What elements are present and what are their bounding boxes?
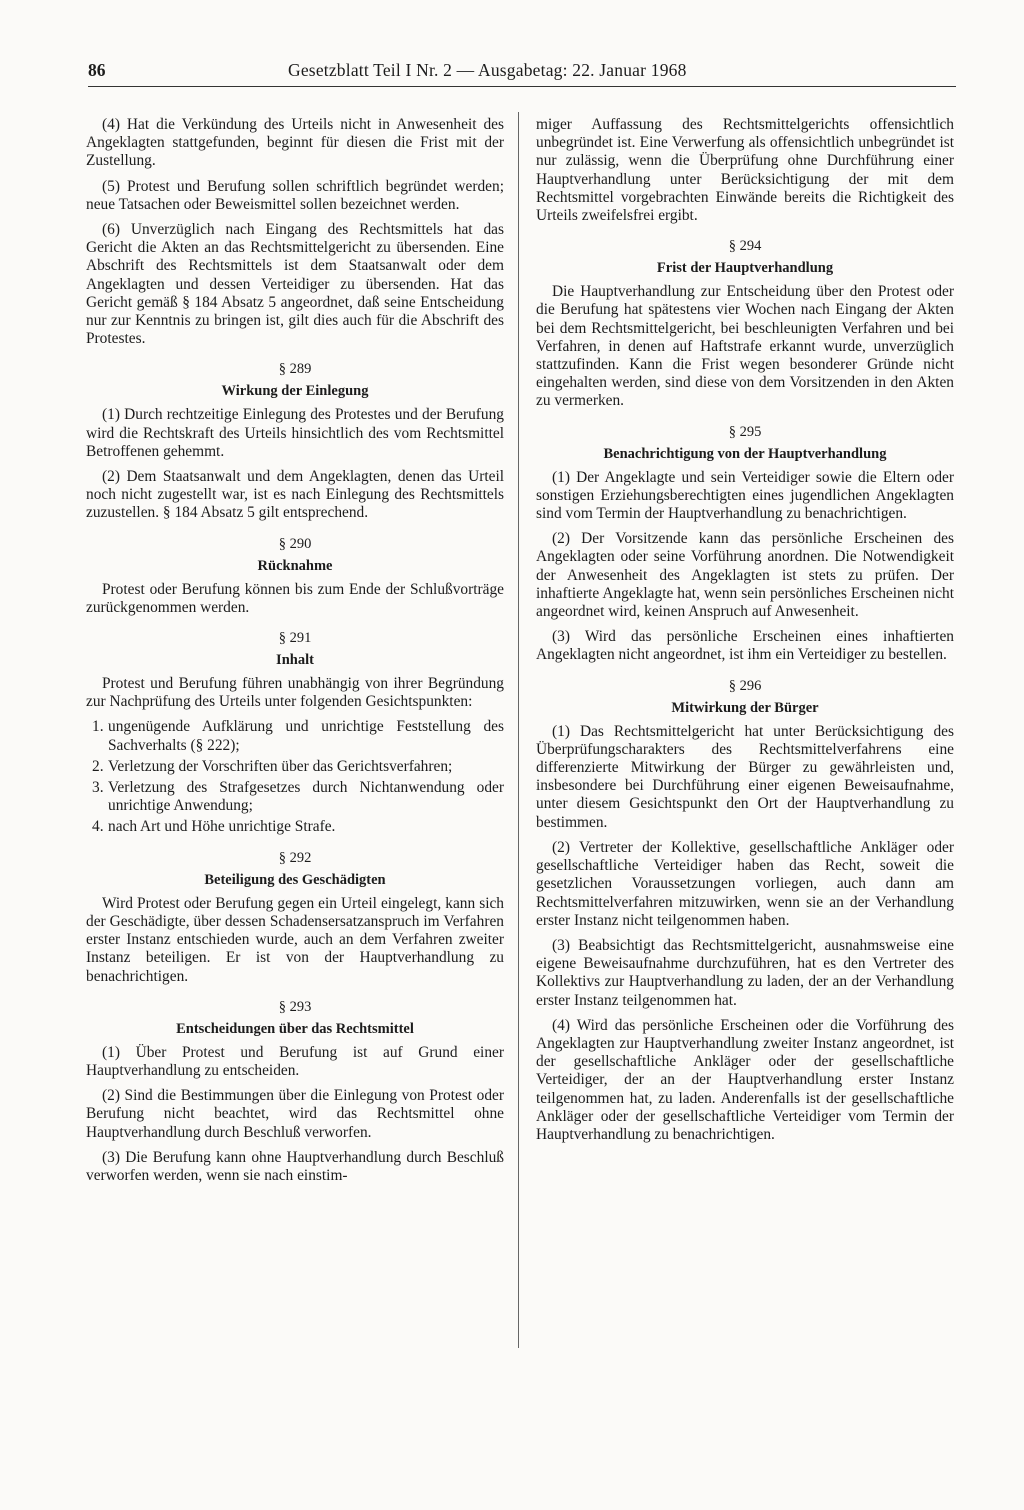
paragraph-296-2: (2) Vertreter der Kollektive, gesellschaftliche Ankläger oder gesellschaftliche Verteidiger haben das Recht, soweit die gesetzlichen Voraussetzungen vorliegen, auch dann am Rechtsmittelverfahren mitzuwirken, wenn sie an der Verhandlung erster Instanz nicht teilgenommen haben.	[536, 838, 954, 929]
section-number-293: § 293	[278, 998, 312, 1015]
section-number-292: § 292	[278, 849, 312, 866]
section-number-295: § 295	[728, 423, 762, 440]
paragraph-295-3: (3) Wird das persönliche Erscheinen eines inhaftierten Angeklagten nicht angeordnet, ist ihm ein Verteidiger zu bestellen.	[536, 628, 954, 664]
paragraph-294-1: Die Hauptverhandlung zur Entscheidung über den Protest oder die Berufung hat spätestens vier Wochen nach Eingang der Akten bei dem Rechtsmittelgericht, bei beschleunigten Verfahren und bei Verfahren, in denen auf Haftstrafe erkannt wurde, unverzüglich stattzufinden. Kann die Frist wegen besonderer Gründe nicht eingehalten werden, sind diese von dem Vorsitzenden in den Akten zu vermerken.	[536, 283, 954, 410]
paragraph-291-1: Protest und Berufung führen unabhängig von ihrer Begründung zur Nachprüfung des Urteils unter folgenden Gesichtspunkten:	[86, 675, 504, 711]
paragraph-296-3: (3) Beabsichtigt das Rechtsmittelgericht, ausnahmsweise eine eigene Beweisaufnahme durchzuführen, hat es den Vertreter des Kollektivs zur Hauptverhandlung zu laden, der an der Verhandlung erster Instanz teilgenommen hat.	[536, 936, 954, 1009]
paragraph-296-1: (1) Das Rechtsmittelgericht hat unter Berücksichtigung des Überprüfungscharakters des Rechtsmittelverfahrens eine differenzierte Mitwirkung der Bürger zu gewährleisten und, insbesondere bei Durchführung einer eigenen Beweisaufnahme, unter diesem Gesichtspunkt den Ort der Hauptverhandlung zu bestimmen.	[536, 722, 954, 831]
section-number-294: § 294	[728, 238, 762, 255]
list-item-number: 4.	[92, 818, 104, 836]
list-item-text: ungenügende Aufklärung und unrichtige Feststellung des Sachverhalts (§ 222);	[108, 718, 504, 754]
list-item-text: nach Art und Höhe unrichtige Strafe.	[108, 818, 336, 836]
paragraph-296-4: (4) Wird das persönliche Erscheinen oder die Vorführung des Angeklagten zur Hauptverhandlung zweiter Instanz angeordnet, ist der gesellschaftliche Ankläger oder der gesellschaftliche Verteidiger, der an der Hauptverhandlung erster Instanz teilgenommen hat, zu laden. Anderenfalls ist der gesellschaftliche Ankläger oder der gesellschaftliche Verteidiger vom Termin der Hauptverhandlung zu benachrichtigen.	[536, 1016, 954, 1143]
list-item-number: 1.	[92, 718, 104, 736]
section-title-290: Rücknahme	[257, 557, 333, 574]
section-title-291: Inhalt	[276, 652, 314, 669]
section-title-294: Frist der Hauptverhandlung	[656, 260, 834, 277]
list-291	[86, 718, 504, 836]
list-item-number: 2.	[92, 757, 104, 775]
section-number-291: § 291	[278, 630, 312, 647]
running-title: Gesetzblatt Teil I Nr. 2 — Ausgabetag: 22. Januar 1968	[288, 60, 687, 80]
paragraph-290-1: Protest oder Berufung können bis zum Ende der Schlußvorträge zurückgenommen werden.	[86, 580, 504, 616]
section-title-293: Entscheidungen über das Rechtsmittel	[176, 1020, 414, 1037]
paragraph-293-3-continued: miger Auffassung des Rechtsmittelgerichts offensichtlich unbegründet ist. Eine Verwerfung als offensichtlich unbegründet ist nur zulässig, wenn die Überprüfung ohne Durchführung einer Hauptverhandlung unter Berücksichtigung der mit dem Rechtsmittel vorgebrachten Einwände bereits die Richtigkeit des Urteils zweifelsfrei ergibt.	[536, 116, 954, 225]
paragraph-295-1: (1) Der Angeklagte und sein Verteidiger sowie die Eltern oder sonstigen Erziehungsberechtigten eines jugendlichen Angeklagten sind vom Termin der Hauptverhandlung zu benachrichtigen.	[536, 468, 954, 523]
paragraph-293-2: (2) Sind die Bestimmungen über die Einlegung von Protest oder Berufung nicht beachtet, wird das Rechtsmittel ohne Hauptverhandlung durch Beschluß verworfen.	[86, 1087, 504, 1141]
paragraph-288-4: (4) Hat die Verkündung des Urteils nicht in Anwesenheit des Angeklagten stattgefunden, beginnt für diesen die Frist mit der Zustellung.	[86, 116, 504, 170]
section-title-289: Wirkung der Einlegung	[221, 383, 369, 400]
paragraph-289-1: (1) Durch rechtzeitige Einlegung des Protestes und der Berufung wird die Rechtskraft des Urteils hinsichtlich des vom Rechtsmittel Betroffenen gehemmt.	[86, 406, 504, 460]
list-item	[86, 718, 504, 754]
column-divider	[518, 112, 519, 1348]
paragraph-292-1: Wird Protest oder Berufung gegen ein Urteil eingelegt, kann sich der Geschädigte, über dessen Schadensersatzanspruch im Verfahren erster Instanz entschieden wurde, auch an dem Verfahren zweiter Instanz beteiligen. Er ist von der Hauptverhandlung zu benachrichtigen.	[86, 894, 504, 985]
paragraph-288-5: (5) Protest und Berufung sollen schriftlich begründet werden; neue Tatsachen oder Beweismittel sollen bezeichnet werden.	[86, 177, 504, 213]
section-title-296: Mitwirkung der Bürger	[671, 699, 819, 716]
list-item-text: Verletzung des Strafgesetzes durch Nichtanwendung oder unrichtige Anwendung;	[108, 779, 504, 815]
section-number-290: § 290	[278, 535, 312, 552]
list-item	[86, 818, 504, 836]
list-item	[86, 779, 504, 815]
section-title-295: Benachrichtigung von der Hauptverhandlung	[603, 445, 887, 462]
section-number-296: § 296	[728, 677, 762, 694]
list-item-text: Verletzung der Vorschriften über das Gerichtsverfahren;	[108, 757, 453, 775]
paragraph-289-2: (2) Dem Staatsanwalt und dem Angeklagten, denen das Urteil noch nicht zugestellt war, ist es nach Einlegung des Rechtsmittels zuzustellen. § 184 Absatz 5 gilt entsprechend.	[86, 468, 504, 522]
paragraph-295-2: (2) Der Vorsitzende kann das persönliche Erscheinen des Angeklagten oder seine Vorführung anordnen. Die Notwendigkeit der Anwesenheit des Angeklagten ist stets zu prüfen. Der inhaftierte Angeklagte hat, wenn sein persönliches Erscheinen nicht angeordnet wird, keinen Anspruch auf Anwesenheit.	[536, 530, 954, 621]
paragraph-288-6: (6) Unverzüglich nach Eingang des Rechtsmittels hat das Gericht die Akten an das Rechtsmittelgericht zu übersenden. Eine Abschrift des Rechtsmittels ist dem Staatsanwalt oder dem Angeklagten und dessen Verteidiger zu übersenden. Hat das Gericht gemäß § 184 Absatz 5 angeordnet, daß seine Entscheidung nur zur Kenntnis zu bringen ist, gilt dies auch für die Abschrift des Protestes.	[86, 221, 504, 348]
section-number-289: § 289	[278, 361, 312, 378]
page-header	[88, 58, 956, 87]
list-item	[86, 758, 504, 776]
section-title-292: Beteiligung des Geschädigten	[204, 871, 386, 888]
page-number: 86	[88, 60, 106, 80]
list-item-number: 3.	[92, 779, 104, 797]
right-column	[536, 116, 954, 1151]
paragraph-293-3: (3) Die Berufung kann ohne Hauptverhandlung durch Beschluß verworfen werden, wenn sie nach einstim-	[86, 1148, 504, 1184]
left-column	[86, 116, 504, 1192]
paragraph-293-1: (1) Über Protest und Berufung ist auf Grund einer Hauptverhandlung zu entscheiden.	[86, 1043, 504, 1079]
